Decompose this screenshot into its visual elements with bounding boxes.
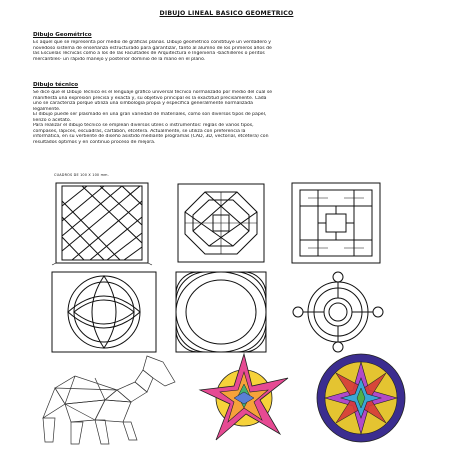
figure-knot-octagon (175, 182, 267, 265)
paragraph-line: las Escuelas Técnicas como a los de las Facultades de Arquitectura e Ingeniería -bachilleres o peritos (33, 51, 265, 57)
paragraph-line: manifiesta una expresión precisa y exacta y, su objetivo principal es la exactitud precisamente. Cada (33, 95, 267, 101)
paragraph-line: Es aquel que se representa por medio de gráficas planas. Dibujo geométrico constituye un verdadero y (33, 40, 272, 45)
paragraph-line: uno se caracteriza porque utiliza una simbología propia y específica generalmente normalizada (33, 101, 253, 107)
figure-interlaced-arcs (174, 270, 268, 355)
paragraph-line: Para realizar el dibujo técnico se emplean diversos útiles o instrumentos: reglas de varios tipos, (33, 123, 254, 129)
paragraph-line: informática, en su vertiente de diseño asistido mediante programas (CAD, 3D, vectorial, etcétera) con (33, 134, 269, 140)
paragraph-line: mercantiles- un rápido manejo y posterior dominio de la mano en el plano. (33, 56, 206, 62)
paragraph-line: Se dice que el Dibujo Técnico es el lenguaje gráfico universal técnico normalizado por medio del cual se (33, 90, 273, 95)
figure-lowpoly-dog (35, 348, 185, 448)
paragraph-line: legalmente. (33, 106, 61, 112)
paragraph-line: compases, lápices, escuadras, cartabón, etcétera. Actualmente, se utiliza con preferencia la (33, 128, 246, 134)
paragraph-line: El dibujo puede ser plasmado en una gran variedad de materiales, como son diversos tipos de papel, (33, 112, 267, 118)
paragraph-dibujo-geometrico (33, 40, 425, 62)
figure-greek-key (288, 181, 384, 265)
figure-colored-star-mandala (312, 350, 410, 446)
paragraph-line: resultados óptimos y en continuo proceso de mejora. (33, 139, 156, 145)
section-heading-dibujo-tecnico: Dibujo técnico (33, 82, 79, 88)
paragraph-line: lienzo o acetato. (33, 117, 72, 123)
figure-caption: CUADROS DE 100 X 100 mm. (54, 173, 109, 177)
paragraph-line: novedoso sistema de enseñanza estructurado para garantizar, tanto al alumno de los primeros años de (33, 45, 272, 51)
page-title: DIBUJO LINEAL BASICO GEOMETRICO (159, 10, 294, 17)
section-heading-dibujo-geometrico: Dibujo Geométrico (33, 32, 92, 38)
figure-colored-star-pink (194, 350, 294, 445)
paragraph-dibujo-tecnico (33, 90, 425, 145)
figure-woven-square (52, 181, 157, 266)
figure-concentric-rings (289, 270, 387, 355)
figure-circle-lens (50, 270, 158, 355)
